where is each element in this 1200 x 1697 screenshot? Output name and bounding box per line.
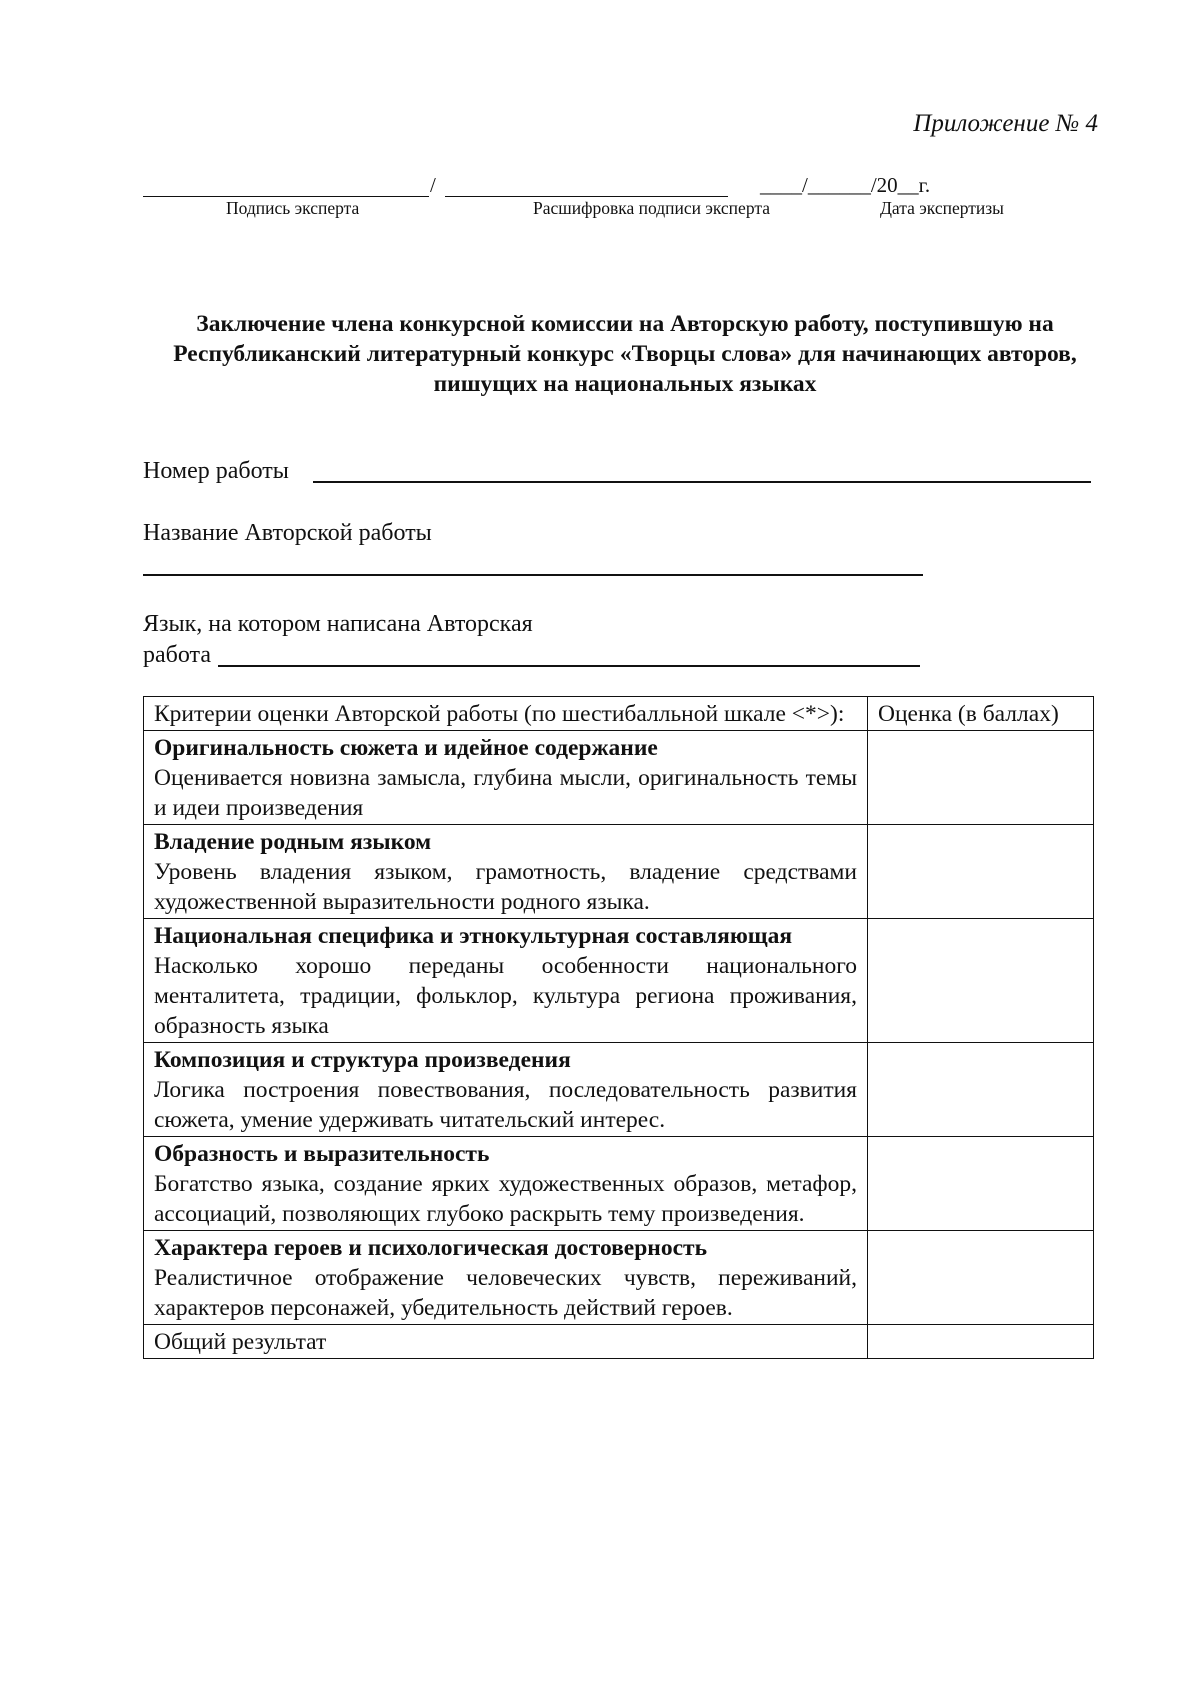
signature-decode-line[interactable] <box>445 196 728 197</box>
signature-separator: / <box>430 173 436 197</box>
criterion-cell <box>144 919 868 1043</box>
criterion-cell <box>144 1231 868 1325</box>
table-row <box>144 1231 1094 1325</box>
criterion-cell <box>144 825 868 919</box>
criterion-cell <box>144 731 868 825</box>
criterion-title: Композиция и структура произведения <box>154 1047 571 1073</box>
score-cell[interactable] <box>868 1043 1094 1137</box>
criteria-header-cell <box>144 697 868 731</box>
table-row <box>144 731 1094 825</box>
criterion-description: Оценивается новизна замысла, глубина мысли, оригинальность темы и идеи произведения <box>154 765 857 821</box>
criterion-description: Реалистичное отображение человеческих чувств, переживаний, характеров персонажей, убедительность действий героев. <box>154 1265 857 1321</box>
date-template[interactable]: ____/______/20__г. <box>760 173 931 197</box>
work-title-field[interactable] <box>143 574 923 576</box>
language-label-line2: работа <box>143 642 211 668</box>
work-title-label: Название Авторской работы <box>143 520 432 546</box>
signature-decode-caption: Расшифровка подписи эксперта <box>533 198 770 218</box>
score-cell[interactable] <box>868 919 1094 1043</box>
table-row <box>144 1043 1094 1137</box>
work-number-label: Номер работы <box>143 458 289 484</box>
score-cell[interactable] <box>868 825 1094 919</box>
score-cell[interactable] <box>868 1137 1094 1231</box>
criterion-title: Национальная специфика и этнокультурная составляющая <box>154 923 793 949</box>
table-row <box>144 1137 1094 1231</box>
table-row <box>144 919 1094 1043</box>
criterion-title: Характера героев и психологическая достоверность <box>154 1235 707 1261</box>
total-label: Общий результат <box>154 1329 327 1355</box>
total-row <box>144 1325 1094 1359</box>
criterion-title: Оригинальность сюжета и идейное содержание <box>154 735 658 761</box>
criterion-cell <box>144 1137 868 1231</box>
criterion-description: Богатство языка, создание ярких художественных образов, метафор, ассоциаций, позволяющих глубоко раскрыть тему произведения. <box>154 1171 857 1227</box>
language-field[interactable] <box>218 665 920 667</box>
criterion-cell <box>144 1043 868 1137</box>
criterion-title: Образность и выразительность <box>154 1141 490 1167</box>
score-header-cell <box>868 697 1094 731</box>
criteria-header: Критерии оценки Авторской работы (по шестибалльной шкале <*>): <box>154 701 845 727</box>
total-label-cell <box>144 1325 868 1359</box>
table-header-row <box>144 697 1094 731</box>
criterion-description: Логика построения повествования, последовательность развития сюжета, умение удерживать читательский интерес. <box>154 1077 857 1133</box>
score-cell[interactable] <box>868 1231 1094 1325</box>
date-caption: Дата экспертизы <box>880 198 1004 218</box>
criteria-table <box>143 696 1094 1359</box>
signature-line[interactable] <box>143 196 429 197</box>
criterion-description: Насколько хорошо переданы особенности национального менталитета, традиции, фольклор, культура региона проживания, образность языка <box>154 953 857 1039</box>
work-number-field[interactable] <box>313 481 1091 483</box>
total-score-cell[interactable] <box>868 1325 1094 1359</box>
document-heading: Заключение члена конкурсной комиссии на Авторскую работу, поступившую на Республиканский литературный конкурс «Творцы слова» для начинающих авторов, пишущих на национальных языках <box>173 311 1077 397</box>
score-header: Оценка (в баллах) <box>878 701 1059 727</box>
score-cell[interactable] <box>868 731 1094 825</box>
criterion-title: Владение родным языком <box>154 829 432 855</box>
signature-caption: Подпись эксперта <box>226 198 360 218</box>
criterion-description: Уровень владения языком, грамотность, владение средствами художественной выразительности родного языка. <box>154 859 857 915</box>
annex-label: Приложение № 4 <box>913 110 1098 137</box>
table-row <box>144 825 1094 919</box>
language-label-line1: Язык, на котором написана Авторская <box>143 611 533 637</box>
